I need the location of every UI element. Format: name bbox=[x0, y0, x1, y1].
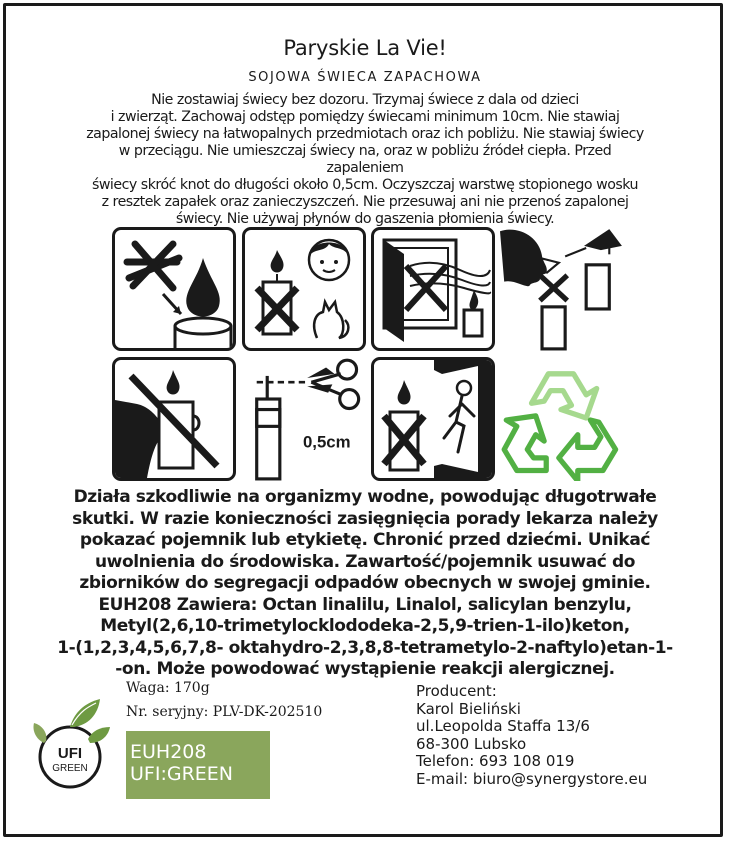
do-not-move-icon bbox=[112, 357, 236, 481]
product-title: Paryskie La Vie! bbox=[283, 36, 447, 60]
badge-ufi: UFI:GREEN bbox=[130, 763, 233, 785]
logo-text-top: UFI bbox=[57, 745, 83, 762]
safety-line: Nie zostawiaj świecy bez dozoru. Trzymaj świece z dala od dzieci bbox=[151, 92, 579, 108]
producer-info bbox=[416, 683, 647, 788]
producer-name: Karol Bieliński bbox=[416, 699, 521, 718]
producer-label: Producent: bbox=[416, 682, 497, 700]
hazard-line: zbiorników do segregacji odpadów obecnych w swojej gminie. bbox=[79, 573, 651, 593]
safety-line: w przeciągu. Nie umieszczaj świecy na, oraz w pobliżu źródeł ciepła. Przed zapaleniem bbox=[118, 143, 612, 176]
product-weight: Waga: 170g bbox=[126, 680, 210, 696]
do-not-leave-unattended-icon bbox=[371, 357, 495, 481]
producer-phone: Telefon: 693 108 019 bbox=[416, 752, 575, 770]
hazard-line: Działa szkodliwie na organizmy wodne, powodując długotrwałe bbox=[73, 487, 657, 507]
logo-text-bottom: GREEN bbox=[52, 763, 88, 774]
extinguish-icon bbox=[500, 227, 624, 351]
hazard-line: 1-(1,2,3,4,5,6,7,8- oktahydro-2,3,8,8-tetrametylo-2-naftylo)etan-1- bbox=[57, 637, 673, 658]
hazard-line: EUH208 Zawiera: Octan linalilu, Linalol, salicylan benzylu, bbox=[98, 594, 632, 615]
producer-street: ul.Leopolda Staffa 13/6 bbox=[416, 717, 590, 735]
hazard-line: -on. Może powodować wystąpienie reakcji alergicznej. bbox=[115, 659, 615, 679]
euh-ufi-badge bbox=[126, 731, 270, 799]
safety-line: i zwierząt. Zachowaj odstęp pomiędzy świecami minimum 10cm. Nie stawiaj bbox=[110, 109, 620, 125]
safety-instructions bbox=[80, 92, 650, 228]
safety-line: świecy. Nie używaj płynów do gaszenia płomienia świecy. bbox=[175, 211, 555, 227]
wick-length-label: 0,5cm bbox=[302, 432, 351, 452]
product-subtitle: SOJOWA ŚWIECA ZAPACHOWA bbox=[248, 70, 482, 85]
safety-line: zapalonej świecy na łatwopalnych przedmiotach oraz ich pobliżu. Nie stawiaj świecy bbox=[86, 126, 644, 142]
hazard-line: skutki. W razie konieczności zasięgnięcia porady lekarza należy bbox=[72, 508, 658, 529]
hazard-statement bbox=[30, 487, 700, 681]
producer-city: 68-300 Lubsko bbox=[416, 734, 527, 753]
serial-number: Nr. seryjny: PLV-DK-202510 bbox=[126, 704, 323, 720]
ufi-green-logo bbox=[30, 695, 122, 805]
producer-email: E-mail: biuro@synergystore.eu bbox=[416, 769, 648, 788]
safety-line: świecy skróć knot do długości około 0,5cm. Oczyszczaj warstwę stopionego wosku bbox=[91, 177, 639, 193]
badge-euh: EUH208 bbox=[130, 741, 207, 763]
trim-wick-icon bbox=[242, 357, 366, 481]
keep-from-children-icon bbox=[242, 227, 366, 351]
hazard-line: uwolnienia do środowiska. Zawartość/pojemnik usuwać do bbox=[94, 551, 636, 572]
safety-line: z resztek zapałek oraz zanieczyszczeń. Nie przesuwaj ani nie przenoś zapalonej bbox=[101, 194, 629, 210]
recycle-icon bbox=[500, 357, 624, 481]
no-draft-icon bbox=[371, 227, 495, 351]
no-flammables-icon bbox=[112, 227, 236, 351]
hazard-line: pokazać pojemnik lub etykietę. Chronić przed dziećmi. Unikać bbox=[79, 530, 651, 550]
hazard-line: Metyl(2,6,10-trimetylocklododeka-2,5,9-trien-1-ilo)keton, bbox=[100, 616, 630, 636]
